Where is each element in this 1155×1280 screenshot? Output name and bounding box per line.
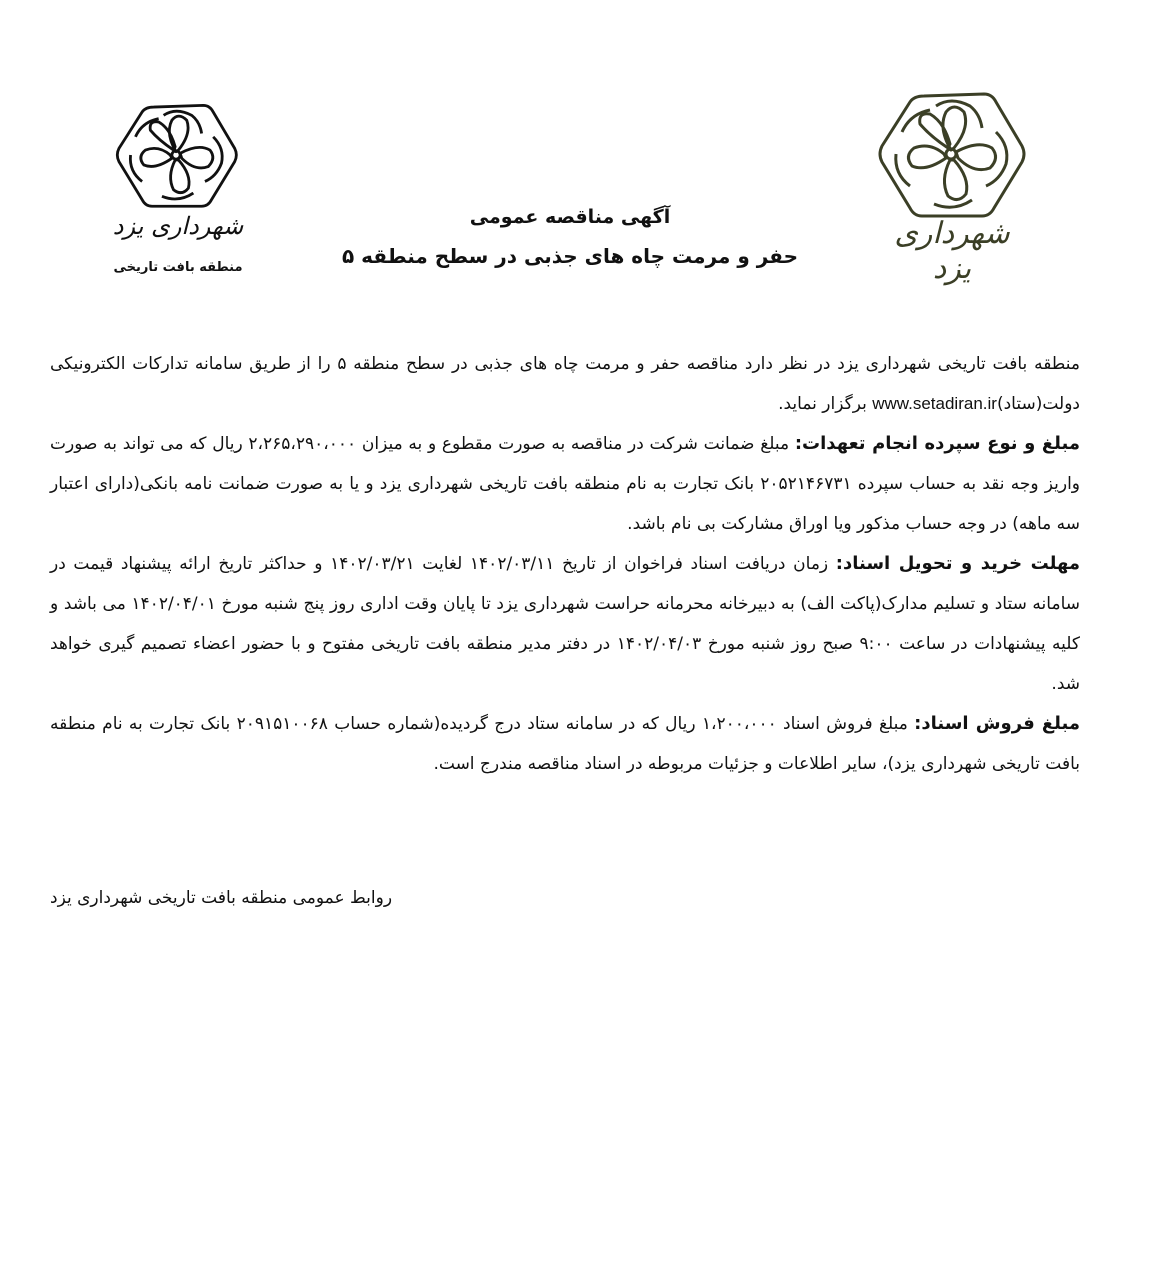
notice-body xyxy=(50,344,1080,784)
district-logo-left xyxy=(108,100,248,290)
price-heading: مبلغ فروش اسناد: xyxy=(914,713,1081,734)
intro-paragraph xyxy=(50,344,1080,424)
municipality-logo-right xyxy=(872,88,1032,286)
signature-text: روابط عمومی منطقه بافت تاریخی شهرداری یزد xyxy=(50,888,393,908)
signature-block xyxy=(50,880,1080,916)
notice-title-block xyxy=(340,200,800,278)
price-paragraph xyxy=(50,704,1080,784)
logo-calligraphy-left: شهرداری یزد xyxy=(112,212,244,240)
logo-calligraphy-right: شهرداری یزد xyxy=(894,216,1010,286)
flower-emblem-icon xyxy=(876,88,1026,220)
setadiran-link[interactable]: www.setadiran.ir xyxy=(872,394,997,413)
deadline-paragraph xyxy=(50,544,1080,704)
deadline-heading: مهلت خرید و تحویل اسناد: xyxy=(835,553,1081,574)
logo-subtitle: منطقه بافت تاریخی xyxy=(113,260,243,275)
deadline-text: زمان دریافت اسناد فراخوان از تاریخ ۱۴۰۲/۰۳/۱۱ لغایت ۱۴۰۲/۰۳/۲۱ و حداکثر تاریخ ارائه پیشنهاد قیمت در سامانه ستاد و تسلیم مدارک(پاکت الف) به دبیرخانه محرمانه حراست شهرداری یزد تا پایان وقت اداری روز پنج شنبه مورخ ۱۴۰۲/۰۴/۰۱ می باشد و کلیه پیشنهادات در ساعت ۹:۰۰ صبح روز شنبه مورخ ۱۴۰۲/۰۴/۰۳ در دفتر مدیر منطقه بافت تاریخی مفتوح و با حضور اعضاء تصمیم گیری خواهد شد. xyxy=(50,554,1080,694)
flower-emblem-icon xyxy=(114,100,238,210)
notice-subtitle: حفر و مرمت چاه های جذبی در سطح منطقه ۵ xyxy=(342,244,798,268)
deposit-text: مبلغ ضمانت شرکت در مناقصه به صورت مقطوع و به میزان ۲،۲۶۵،۲۹۰،۰۰۰ ریال که می تواند به صورت واریز وجه نقد به حساب سپرده ۲۰۵۲۱۴۶۷۳۱ بانک تجارت به نام منطقه بافت تاریخی شهرداری یزد و یا به صورت ضمانت نامه بانکی(دارای اعتبار سه ماهه) در وجه حساب مذکور ویا اوراق مشارکت بی نام باشد. xyxy=(50,434,1080,534)
price-text: مبلغ فروش اسناد ۱،۲۰۰،۰۰۰ ریال که در سامانه ستاد درج گردیده(شماره حساب ۲۰۹۱۵۱۰۰۶۸ بانک تجارت به نام منطقه بافت تاریخی شهرداری یزد)، سایر اطلاعات و جزئیات مربوطه در اسناد مناقصه مندرج است. xyxy=(50,714,1080,774)
deposit-paragraph xyxy=(50,424,1080,544)
deposit-heading: مبلغ و نوع سپرده انجام تعهدات: xyxy=(794,433,1081,454)
intro-text-end: برگزار نماید. xyxy=(778,394,873,414)
notice-title: آگهی مناقصه عمومی xyxy=(469,206,671,228)
intro-text: منطقه بافت تاریخی شهرداری یزد در نظر دارد مناقصه حفر و مرمت چاه های جذبی در سطح منطقه ۵ را از طریق سامانه تدارکات الکترونیکی دولت(ستاد) xyxy=(50,354,1080,414)
